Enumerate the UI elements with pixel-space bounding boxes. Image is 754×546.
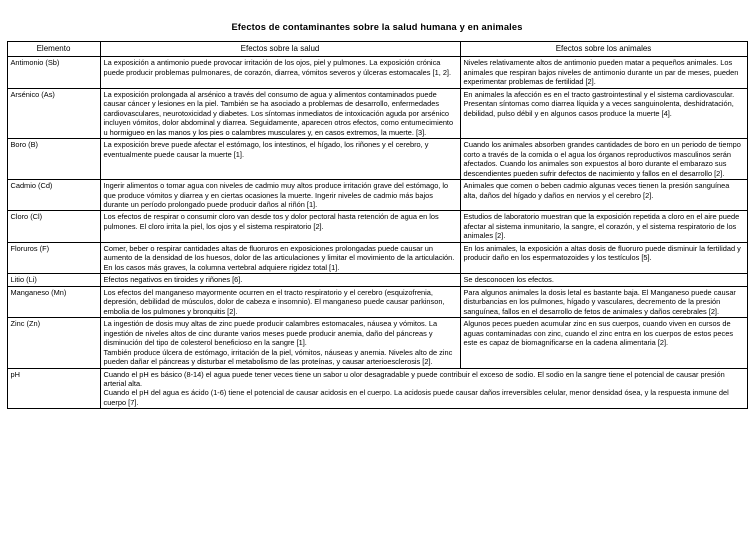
- paragraph: También produce úlcera de estómago, irritación de la piel, vómitos, náuseas y anemia. Niveles alto de zinc pueden dañar el páncreas y disturbar el metabolismo de las proteínas, y causar arterioesclerosis [2].: [103, 347, 453, 367]
- table-header-row: [7, 42, 747, 57]
- table-row: [7, 180, 747, 211]
- cell-health-effects: [100, 57, 460, 88]
- cell-health-effects: [100, 274, 460, 286]
- cell-health-effects: [100, 211, 460, 242]
- table-row: [7, 242, 747, 273]
- cell-element-name: Antimonio (Sb): [7, 57, 100, 88]
- page-title: Efectos de contaminantes sobre la salud humana y en animales: [231, 22, 523, 32]
- paragraph: La exposición breve puede afectar el estómago, los intestinos, el hígado, los riñones y el cerebro, y eventualmente puede causar la muerte [1].: [103, 140, 429, 159]
- cell-element-name: Cadmio (Cd): [7, 180, 100, 211]
- paragraph: Estudios de laboratorio muestran que la exposición repetida a cloro en el aire puede afectar al sistema inmunitario, la sangre, el corazón, y el sistema respiratorio de los animales [2].: [463, 212, 740, 241]
- table-row: [7, 286, 747, 317]
- paragraph: Ingerir alimentos o tomar agua con niveles de cadmio muy altos produce irritación grave del estómago, lo que produce vómitos y diarrea y en ciertas ocasiones la muerte. Ingerir niveles de cadmio más bajos durante un período prolongado puede producir daños al riñón [1].: [103, 181, 449, 210]
- cell-element-name: Litio (Li): [7, 274, 100, 286]
- cell-health-effects: [100, 180, 460, 211]
- cell-element-name: Cloro (Cl): [7, 211, 100, 242]
- cell-animal-effects: [460, 274, 747, 286]
- paragraph: La exposición a antimonio puede provocar irritación de los ojos, piel y pulmones. La exposición crónica puede producir problemas pulmonares, de corazón, diarrea, vómitos severos y úlceras estomacales [1, 2].: [103, 58, 452, 77]
- column-header-health: Efectos sobre la salud: [100, 42, 460, 57]
- paragraph: Algunos peces pueden acumular zinc en sus cuerpos, cuando viven en cursos de aguas contaminadas con zinc, cuando el zinc entra en los cuerpos de estos peces este es capaz de biomagnificarse en la cadena alimentaria [2].: [463, 319, 734, 348]
- table-row: [7, 274, 747, 286]
- cell-element-name: Arsénico (As): [7, 88, 100, 138]
- paragraph: Cuando el pH es básico (8-14) el agua puede tener veces tiene un sabor u olor desagradable y puede contribuir el exceso de sodio. El sodio en la sangre tiene el potencial de causar presión arterial alta.: [103, 369, 725, 388]
- cell-health-effects: [100, 88, 460, 138]
- column-header-element: Elemento: [7, 42, 100, 57]
- paragraph: Niveles relativamente altos de antimonio pueden matar a pequeños animales. Los animales que respiran bajos niveles de antimonio durante un par de meses, pueden experimentar problemas de fertilidad [2].: [463, 58, 739, 87]
- cell-health-effects: [100, 242, 460, 273]
- cell-animal-effects: [460, 180, 747, 211]
- paragraph: Efectos negativos en tiroides y riñones [6].: [103, 275, 243, 285]
- cell-health-effects: [100, 139, 460, 180]
- table-body: [7, 57, 747, 409]
- table-row: [7, 211, 747, 242]
- paragraph: Se desconocen los efectos.: [463, 275, 554, 285]
- cell-animal-effects: [460, 88, 747, 138]
- cell-animal-effects: [460, 318, 747, 368]
- cell-health-effects: [100, 286, 460, 317]
- cell-health-effects: [100, 318, 460, 368]
- table-header: [7, 42, 747, 57]
- cell-animal-effects: [460, 286, 747, 317]
- cell-element-name: pH: [7, 368, 100, 409]
- paragraph: Cuando los animales absorben grandes cantidades de boro en un periodo de tiempo corto a través de la comida o el agua los órganos reproductivos masculinos serán afectados. Cuando los animales son expuestos al boro durante el embarazo sus descendientes pueden sufrir defectos de nacimiento y fallos en el desarrollo [2].: [463, 140, 741, 178]
- paragraph: Para algunos animales la dosis letal es bastante baja. El Manganeso puede causar disturbancias en los pulmones, hígado y vasculares, decremento de la presión sanguínea, fallos en el desarrollo de fetos de animales y daños cerebrales [2].: [463, 287, 736, 316]
- paragraph: Animales que comen o beben cadmio algunas veces tienen la presión sanguínea alta, daños del hígado y daños en nervios y el cerebro [2].: [463, 181, 730, 200]
- paragraph: En animales la afección es en el tracto gastrointestinal y el sistema cardiovascular. Presentan síntomas como diarrea líquida y a veces sanguinolenta, deshidratación, debilidad, pulso débil y en algunos casos produce la muerte [4].: [463, 89, 735, 118]
- cell-element-name: Zinc (Zn): [7, 318, 100, 368]
- cell-animal-effects: [460, 242, 747, 273]
- paragraph: Los efectos del manganeso mayormente ocurren en el tracto respiratorio y el cerebro (esquizofrenia, depresión, debilidad de músculos, dolor de cabeza e insomnio). El manganeso puede causar parkinson, embolia de los pulmones y bronquitis [2].: [103, 287, 445, 316]
- cell-animal-effects: [460, 57, 747, 88]
- paragraph: Comer, beber o respirar cantidades altas de fluoruros en exposiciones prolongadas puede causar un aumento de la densidad de los huesos, dolor de las articulaciones y limitar el movimiento de la articulación. En los casos más graves, la columna vertebral adquiere rigidez total [1].: [103, 243, 455, 272]
- table-row: [7, 318, 747, 368]
- contaminants-table: [7, 41, 748, 409]
- cell-element-name: Manganeso (Mn): [7, 286, 100, 317]
- table-row-ph: [7, 368, 747, 409]
- table-row: [7, 88, 747, 138]
- paragraph: La exposición prolongada al arsénico a través del consumo de agua y alimentos contaminados puede causar cáncer y lesiones en la piel. También se ha asociado a problemas de desarrollo, enfermedades cardiovasculares, neurotoxicidad y diabetes. Los síntomas inmediatos de intoxicación aguda por arsénico incluyen vómitos, dolor abdominal y diarrea. Seguidamente, aparecen otros efectos, como entumecimiento u hormigueo en las manos y los pies o calambres musculares y, en casos extremos, la muerte. [3].: [103, 89, 454, 137]
- paragraph: La ingestión de dosis muy altas de zinc puede producir calambres estomacales, náusea y vómitos. La ingestión de niveles altos de cinc durante varios meses puede producir anemia, daño del páncreas y disminución del tipo de colesterol beneficioso en la sangre [1].: [103, 319, 438, 348]
- paragraph: En los animales, la exposición a altas dosis de fluoruro puede disminuir la fertilidad y producir daño en los espermatozoides y los testículos [5].: [463, 243, 741, 263]
- cell-element-name: Floruros (F): [7, 242, 100, 273]
- paragraph: Los efectos de respirar o consumir cloro van desde tos y dolor pectoral hasta retención de agua en los pulmones. El cloro irrita la piel, los ojos y el sistema respiratorio [2].: [103, 212, 439, 231]
- paragraph: Cuando el pH del agua es ácido (1-6) tiene el potencial de causar acidosis en el cuerpo. La acidosis puede causar daños irreversibles celular, menor densidad ósea, y la respuesta inmune del cuerpo [7].: [103, 388, 729, 407]
- column-header-animals: Efectos sobre los animales: [460, 42, 747, 57]
- cell-element-name: Boro (B): [7, 139, 100, 180]
- table-row: [7, 139, 747, 180]
- table-row: [7, 57, 747, 88]
- cell-animal-effects: [460, 139, 747, 180]
- cell-ph-effects: [100, 368, 747, 409]
- cell-animal-effects: [460, 211, 747, 242]
